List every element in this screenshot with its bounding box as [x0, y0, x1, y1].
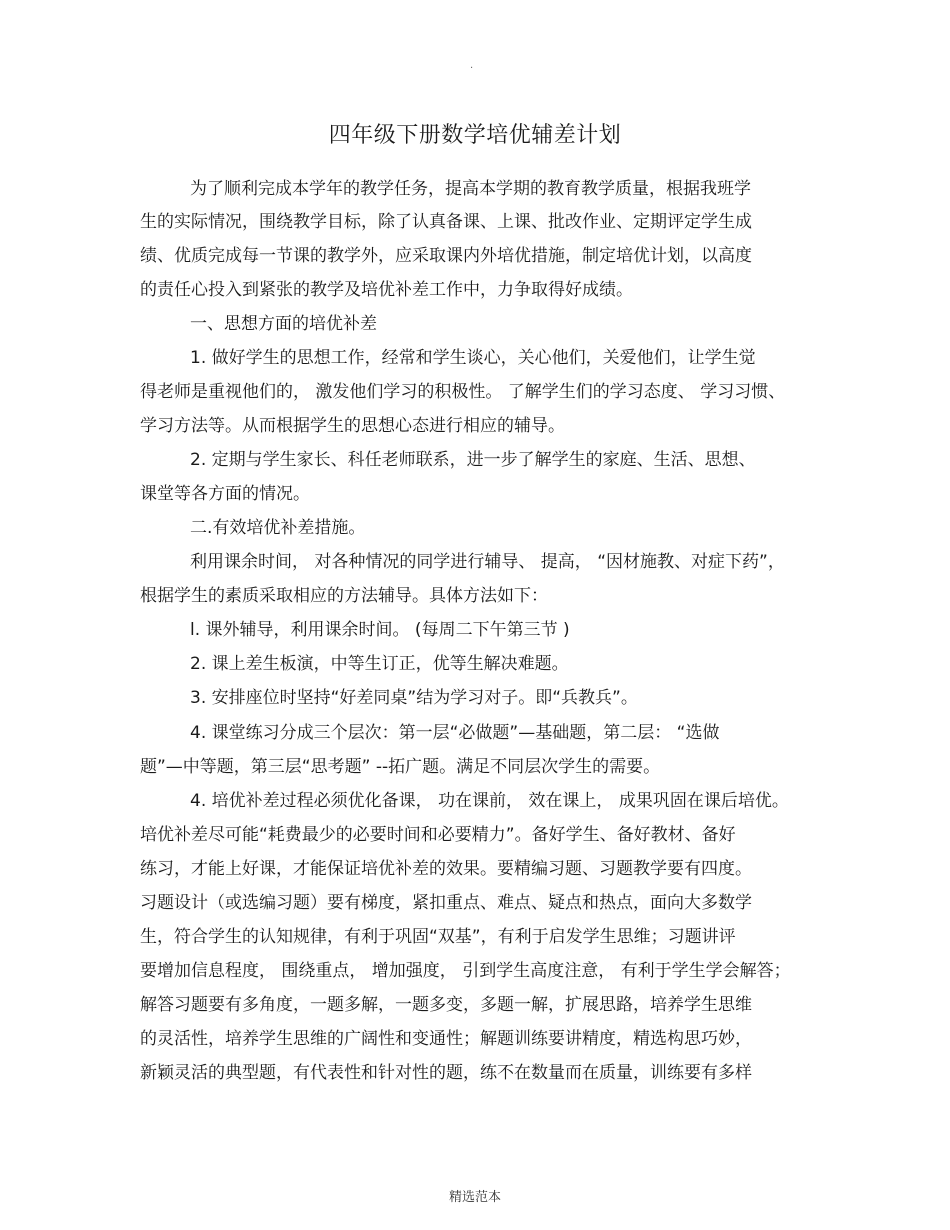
- paragraph-line: 练习，才能上好课，才能保证培优补差的效果。要精编习题、习题教学要有四度。: [140, 859, 752, 879]
- list-item: 2. 课上差生板演，中等生订正，优等生解决难题。: [190, 654, 569, 674]
- paragraph-line: 为了顺利完成本学年的教学任务，提高本学期的教育教学质量，根据我班学: [190, 179, 751, 199]
- paragraph-line: 1. 做好学生的思想工作，经常和学生谈心，关心他们，关爱他们，让学生觉: [190, 348, 756, 368]
- document-title: 四年级下册数学培优辅差计划: [328, 123, 622, 148]
- paragraph-line: 培优补差尽可能“耗费最少的必要时间和必要精力”。备好学生、备好教材、备好: [140, 825, 736, 845]
- paragraph-line: 生，符合学生的认知规律，有利于巩固“双基”，有利于启发学生思维；习题讲评: [140, 927, 736, 947]
- paragraph-line: 生的实际情况，围绕教学目标，除了认真备课、上课、批改作业、定期评定学生成: [140, 212, 752, 232]
- paragraph-line: 新颖灵活的典型题，有代表性和针对性的题，练不在数量而在质量，训练要有多样: [140, 1063, 752, 1083]
- list-item: l. 课外辅导，利用课余时间。 (每周二下午第三节 ): [190, 620, 570, 640]
- paragraph-line: 题”—中等题，第三层“思考题” --拓广题。满足不同层次学生的需要。: [140, 757, 661, 777]
- paragraph-line: 根据学生的素质采取相应的方法辅导。具体方法如下：: [140, 586, 548, 606]
- paragraph-line: 解答习题要有多角度，一题多解，一题多变，多题一解，扩展思路，培养学生思维: [140, 995, 752, 1015]
- paragraph-line: 的灵活性，培养学生思维的广阔性和变通性；解题训练要讲精度，精选构思巧妙，: [140, 1029, 752, 1049]
- paragraph-line: 绩、优质完成每一节课的教学外，应采取课内外培优措施，制定培优计划，以高度: [140, 246, 752, 266]
- list-item: 4. 课堂练习分成三个层次：第一层“必做题”—基础题，第二层： “选做: [190, 723, 720, 743]
- page-footer: 精选范本: [448, 1190, 501, 1205]
- section-heading: 一、思想方面的培优补差: [190, 314, 377, 334]
- paragraph-line: 得老师是重视他们的， 激发他们学习的积极性。 了解学生们的学习态度、 学习习惯、: [140, 382, 786, 402]
- paragraph-line: 利用课余时间， 对各种情况的同学进行辅导、 提高， “因材施教、对症下药”，: [190, 552, 785, 572]
- paragraph-line: 2. 定期与学生家长、科任老师联系，进一步了解学生的家庭、生活、思想、: [190, 450, 756, 470]
- paragraph-line: 要增加信息程度， 围绕重点， 增加强度， 引到学生高度注意， 有利于学生学会解答；: [140, 961, 791, 981]
- paragraph-line: 的责任心投入到紧张的教学及培优补差工作中，力争取得好成绩。: [140, 280, 633, 300]
- list-item: 4. 培优补差过程必须优化备课， 功在课前， 效在课上， 成果巩固在课后培优。: [190, 791, 789, 811]
- paragraph-line: 学习方法等。从而根据学生的思想心态进行相应的辅导。: [140, 416, 565, 436]
- header-dot: .: [470, 60, 474, 71]
- paragraph-line: 课堂等各方面的情况。: [140, 484, 310, 504]
- paragraph-line: 习题设计（或选编习题）要有梯度，紧扣重点、难点、疑点和热点，面向大多数学: [140, 893, 752, 913]
- list-item: 3. 安排座位时坚持“好差同桌”结为学习对子。即“兵教兵”。: [190, 688, 638, 708]
- section-heading: 二.有效培优补差措施。: [190, 518, 366, 538]
